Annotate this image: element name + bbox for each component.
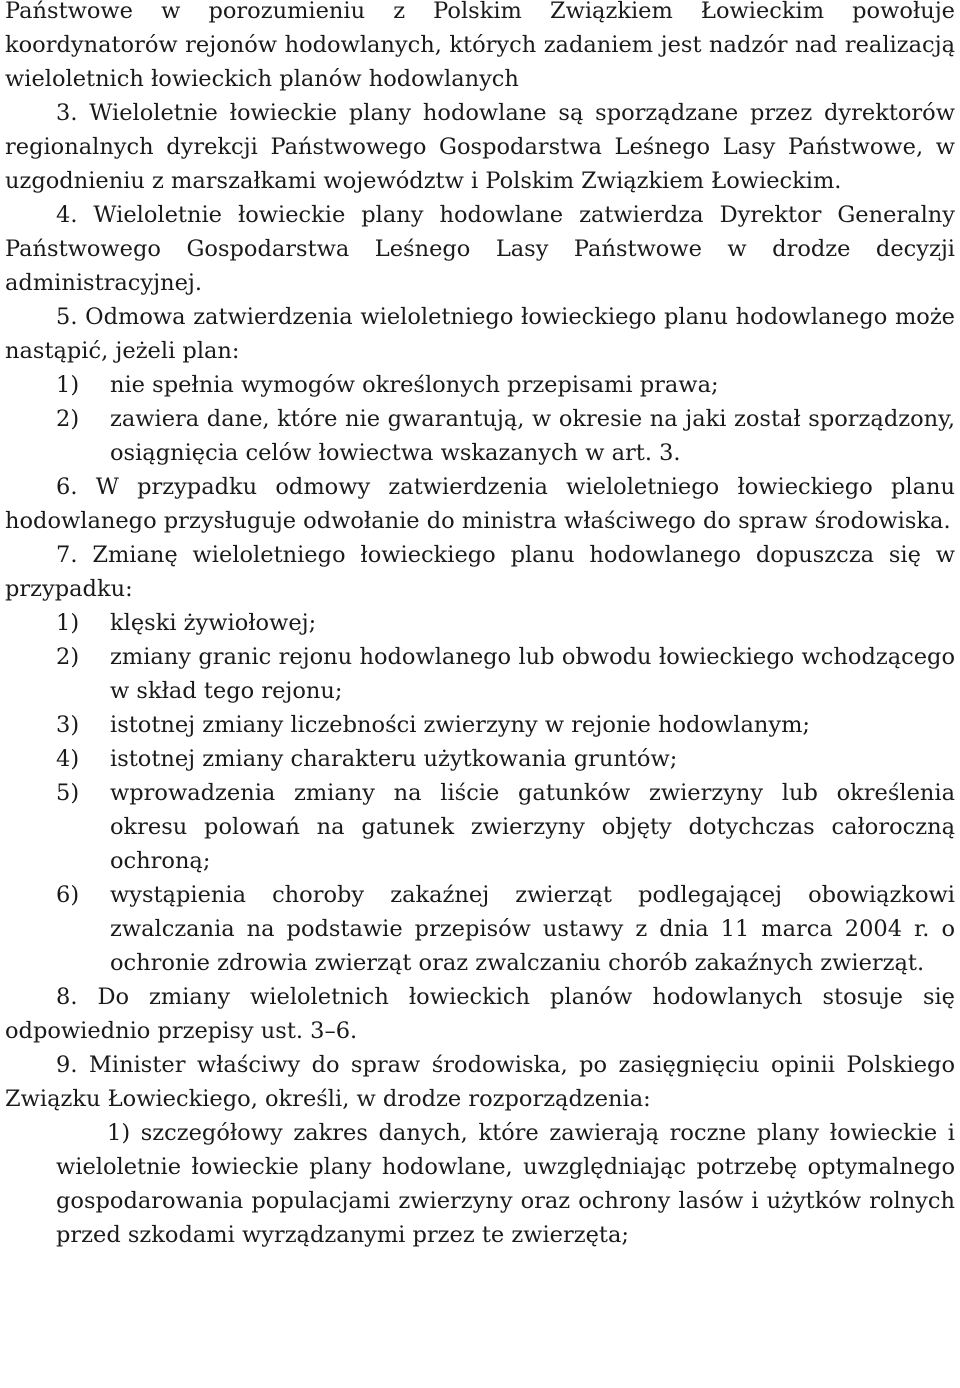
- list-item: 1) szczegółowy zakres danych, które zawierają roczne plany łowieckie i wieloletnie łowieckie plany hodowlane, uwzględniając potrzebę optymalnego gospodarowania populacjami zwierzyny oraz ochrony lasów i użytków rolnych przed szkodami wyrządzanymi przez te zwierzęta;: [56, 1120, 955, 1248]
- list-item-text: zmiany granic rejonu hodowlanego lub obwodu łowieckiego wchodzącego w skład tego rejonu;: [110, 644, 955, 704]
- list-item-text: nie spełnia wymogów określonych przepisami prawa;: [110, 372, 719, 398]
- list-item-number: 2): [56, 644, 80, 670]
- paragraph-8: 8. Do zmiany wieloletnich łowieckich planów hodowlanych stosuje się odpowiednio przepisy ust. 3–6.: [5, 984, 955, 1044]
- list-item-text: wystąpienia choroby zakaźnej zwierząt podlegającej obowiązkowi zwalczania na podstawie przepisów ustawy z dnia 11 marca 2004 r. o ochronie zdrowia zwierząt oraz zwalczaniu chorób zakaźnych zwierząt.: [110, 882, 955, 976]
- paragraph-4: 4. Wieloletnie łowieckie plany hodowlane zatwierdza Dyrektor Generalny Państwowego Gospodarstwa Leśnego Lasy Państwowe w drodze decyzji administracyjnej.: [5, 202, 955, 296]
- list-item-number: 4): [56, 746, 80, 772]
- list-item-text: istotnej zmiany charakteru użytkowania gruntów;: [110, 746, 678, 772]
- list-item-text: klęski żywiołowej;: [110, 610, 317, 636]
- list-item-number: 6): [56, 882, 80, 908]
- list-item-number: 1): [56, 372, 80, 398]
- paragraph-3: 3. Wieloletnie łowieckie plany hodowlane są sporządzane przez dyrektorów regionalnych dyrekcji Państwowego Gospodarstwa Leśnego Lasy Państwowe, w uzgodnieniu z marszałkami województw i Polskim Związkiem Łowieckim.: [5, 100, 955, 194]
- list-item: [5, 606, 955, 640]
- list-item: [5, 742, 955, 776]
- list-item: [5, 368, 955, 402]
- paragraph-7: 7. Zmianę wieloletniego łowieckiego planu hodowlanego dopuszcza się w przypadku:: [5, 542, 955, 602]
- paragraph-2-continuation: Państwowe w porozumieniu z Polskim Związkiem Łowieckim powołuje koordynatorów rejonów hodowlanych, których zadaniem jest nadzór nad realizacją wieloletnich łowieckich planów hodowlanych: [5, 0, 955, 92]
- list-item-text: zawiera dane, które nie gwarantują, w okresie na jaki został sporządzony, osiągnięcia celów łowiectwa wskazanych w art. 3.: [110, 406, 955, 466]
- list-item-number: 3): [56, 712, 80, 738]
- list-item-number: 5): [56, 780, 80, 806]
- list-item-text: wprowadzenia zmiany na liście gatunków zwierzyny lub określenia okresu polowań na gatunek zwierzyny objęty dotychczas całoroczną ochroną;: [110, 780, 955, 874]
- list-item-number: 1): [56, 610, 80, 636]
- paragraph-6: 6. W przypadku odmowy zatwierdzenia wieloletniego łowieckiego planu hodowlanego przysługuje odwołanie do ministra właściwego do spraw środowiska.: [5, 474, 955, 534]
- paragraph-5: 5. Odmowa zatwierdzenia wieloletniego łowieckiego planu hodowlanego może nastąpić, jeżeli plan:: [5, 304, 955, 364]
- list-item: [5, 402, 955, 470]
- list-item: [5, 776, 955, 878]
- list-item: [5, 878, 955, 980]
- paragraph-9: 9. Minister właściwy do spraw środowiska, po zasięgnięciu opinii Polskiego Związku Łowieckiego, określi, w drodze rozporządzenia:: [5, 1052, 955, 1112]
- list-item: [5, 640, 955, 708]
- list-item-number: 2): [56, 406, 80, 432]
- list-item-text: istotnej zmiany liczebności zwierzyny w rejonie hodowlanym;: [110, 712, 810, 738]
- document-page: [5, 0, 955, 1252]
- list-item: [5, 708, 955, 742]
